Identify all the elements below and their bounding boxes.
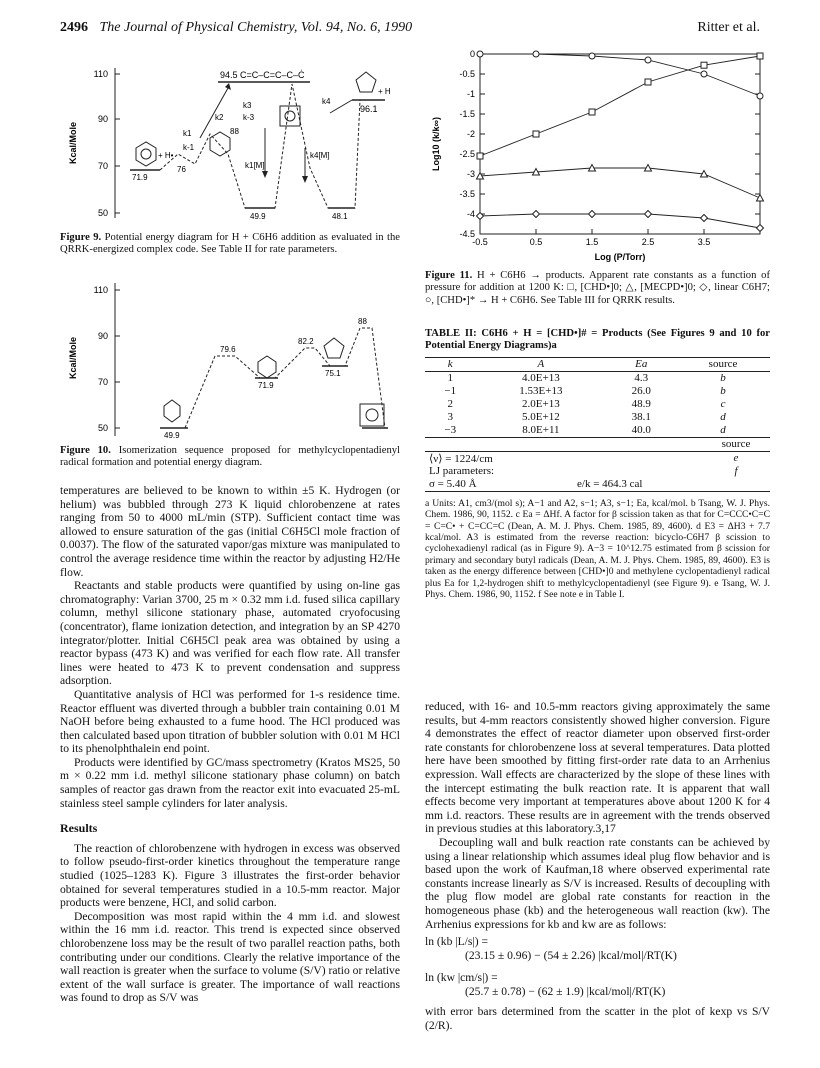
- table-row: [425, 398, 770, 411]
- fig11-point-square: [589, 109, 595, 115]
- fig10-y-ticks: [115, 290, 120, 428]
- table-2: [425, 328, 770, 600]
- fig11-series-line-triangle: [480, 168, 760, 198]
- cell-source: c: [720, 398, 726, 411]
- extra-mid: e/k = 464.3 cal: [577, 478, 643, 491]
- fig11-ytick-label: -3.5: [459, 189, 475, 199]
- fig11-point-circle: [589, 53, 595, 59]
- fig10-e-751: 75.1: [325, 369, 341, 378]
- fig9-ytick-110: 110: [93, 69, 108, 79]
- figure-10: [60, 278, 400, 440]
- table-row: [425, 451, 770, 465]
- extra-mid: [573, 465, 702, 478]
- table-row: [425, 385, 770, 398]
- running-authors: Ritter et al.: [697, 20, 760, 35]
- fig10-methylene-icon: [324, 338, 344, 358]
- fig10-ytick-50: 50: [97, 423, 108, 433]
- fig10-ylabel: Kcal/Mole: [68, 336, 78, 380]
- journal-title: The Journal of Physical Chemistry, Vol. 94, No. 6, 1990: [99, 20, 413, 35]
- table-2-title: TABLE II: C6H6 + H = [CHD•]# = Products (See Figures 9 and 10 for Potential Energy Diagrams)a: [425, 328, 770, 352]
- fig11-ytick-label: -4.5: [459, 229, 475, 239]
- results-heading: Results: [60, 821, 98, 836]
- extra-left: σ = 5.40 Å: [429, 478, 477, 491]
- fig11-xtick-label: 1.5: [585, 237, 599, 247]
- fig11-ytick-label: -3: [466, 169, 475, 179]
- table-row: [425, 371, 770, 385]
- fig9-k2: k2: [215, 113, 224, 122]
- fig10-caption-label: Figure 10.: [60, 445, 111, 456]
- figure-10-diagram: [60, 278, 400, 440]
- fig10-e-499: 49.9: [164, 431, 180, 440]
- fig10-ytick-110: 110: [93, 285, 108, 295]
- fig11-point-square: [701, 62, 707, 68]
- fig10-e-796: 79.6: [220, 345, 236, 354]
- fig9-y-ticks: [115, 74, 120, 213]
- cell-a: 5.0E+12: [522, 411, 560, 424]
- cell-ea: 40.0: [631, 424, 651, 437]
- figure-9-diagram: [60, 58, 400, 228]
- left-paragraph-2: Reactants and stable products were quantified by using on-line gas chromatography: Varian 3700, 25 m × 0.32 mm i.d. fused silica capillary column, methyl silicone stationary phase, automated cryofocusing (concentrator), flame ionization detection, and integration by an SP 4270 integrator/plotter. Initial C6H5Cl peak area was obtained by using a reactor bypass (473 K) and was verified for each flow rate. All transfer lines were heated to 473 K to prevent condensation and suppress adsorption.: [60, 579, 400, 688]
- fig9-km1: k-1: [183, 143, 195, 152]
- fig10-ytick-90: 90: [97, 331, 108, 341]
- fig9-ytick-70: 70: [97, 161, 108, 171]
- fig11-point-diamond: [645, 211, 652, 218]
- cell-source: b: [720, 372, 726, 385]
- cell-ea: 38.1: [631, 411, 651, 424]
- fig10-e-822: 82.2: [298, 337, 314, 346]
- cell-k: 1: [447, 372, 453, 385]
- fig11-ytick-label: -1: [466, 89, 475, 99]
- cell-ea: 4.3: [634, 372, 649, 385]
- figure-11: [425, 48, 770, 266]
- fig10-cyclohexadienyl-icon: [164, 400, 180, 422]
- fig9-arrow-k2: [200, 88, 228, 138]
- cell-source: b: [720, 385, 726, 398]
- fig11-plot-frame: [480, 54, 760, 234]
- fig11-ytick-label: -0.5: [459, 69, 475, 79]
- figure-11-chart: [425, 48, 770, 266]
- fig10-ytick-70: 70: [97, 377, 108, 387]
- fig11-point-diamond: [757, 225, 764, 232]
- equation-kb: [425, 935, 770, 963]
- fig11-xtick-label: 2.5: [641, 237, 655, 247]
- fig11-ylabel: Log10 (k/k∞): [431, 117, 441, 171]
- table-row: [425, 411, 770, 424]
- extra-left: ⟨ν⟩ = 1224/cm: [429, 452, 493, 465]
- fig10-e-719: 71.9: [258, 381, 274, 390]
- table-2-source-row: [425, 438, 770, 452]
- fig11-xlabel: Log (P/Torr): [594, 252, 646, 262]
- left-paragraph-6: Decomposition was most rapid within the 4 mm i.d. and slowest within the 16 mm i.d. reactor. This trend is expected since observed chlorobenzene loss may be the result of two parallel reaction paths, both contributing under our conditions. Clearly the relative importance of the wall reaction is greater when the surface to volume (S/V) ratio or relative extent of the wall surface is greater. The importance of wall reactions was found to drop as S/V was: [60, 909, 400, 1005]
- right-column: [425, 700, 770, 1032]
- fig10-e-88: 88: [358, 317, 367, 326]
- right-paragraph-1: reduced, with 16- and 10.5-mm reactors giving approximately the same results, but 4-mm reactors consistently showed higher conversion. Figure 4 demonstrates the effect of reactor diameter upon observed first-order rate constants for chlorobenzene loss at several temperatures. Data plotted here have been smoothed by fitting first-order rate data to an Arrhenius expression. Wall effects are characterized by the slope of these lines with the intercept estimating the bulk reaction rate. It is apparent that wall effects become very important at temperatures above about 1200 K for 4 mm i.d. reactors. These results are in agreement with the trends observed in previous studies at this laboratory.3,17: [425, 700, 770, 836]
- cell-k: 2: [447, 398, 453, 411]
- table-2-source-header: source: [721, 438, 751, 451]
- page-header: [60, 20, 760, 40]
- fig9-k1: k1: [183, 129, 192, 138]
- col-header-a: A: [537, 358, 545, 371]
- fig11-point-diamond: [701, 215, 708, 222]
- fig9-h-plus: + H•: [158, 151, 174, 160]
- fig10-methylcyclopentadienyl-icon: [360, 404, 384, 426]
- figure-11-caption: [425, 270, 770, 307]
- col-header-ea: Ea: [635, 358, 648, 371]
- fig9-arrow-k4: [330, 100, 352, 113]
- fig9-e-719: 71.9: [132, 173, 148, 182]
- fig11-point-triangle: [757, 195, 764, 202]
- cell-k: −1: [444, 385, 457, 398]
- table-2-header-row: [425, 357, 770, 371]
- fig11-point-circle: [645, 57, 651, 63]
- fig9-k1m: k1[M]: [245, 161, 265, 170]
- cell-a: 2.0E+13: [522, 398, 560, 411]
- fig9-e-88: 88: [230, 127, 239, 136]
- extra-mid: [573, 451, 702, 465]
- cyclopentadiene-icon: [356, 72, 376, 92]
- col-header-k: k: [447, 358, 453, 371]
- equation-kb-right: (23.15 ± 0.96) − (54 ± 2.26) |kcal/mol|/RT(K): [465, 949, 677, 963]
- fig9-k4: k4: [322, 97, 331, 106]
- table-2-extra: [425, 438, 770, 492]
- fig9-caption-text: Potential energy diagram for H + C6H6 addition as evaluated in the QRRK-energized complex code. See Table II for rate parameters.: [60, 232, 400, 256]
- cell-k: −3: [444, 424, 457, 437]
- equation-kb-left: ln (kb |L/s|) =: [425, 935, 489, 949]
- fig11-point-circle: [533, 51, 539, 57]
- page-number: 2496: [60, 20, 88, 35]
- fig11-ytick-label: -2.5: [459, 149, 475, 159]
- fig11-point-diamond: [589, 211, 596, 218]
- col-header-source: source: [708, 358, 738, 371]
- cell-a: 1.53E+13: [519, 385, 563, 398]
- cell-a: 8.0E+11: [522, 424, 560, 437]
- table-2-grid: [425, 357, 770, 438]
- left-column: [60, 484, 400, 1005]
- fig9-plus-h: + H: [378, 87, 391, 96]
- fig9-k3: k3: [243, 101, 252, 110]
- benzene-icon: [136, 142, 156, 166]
- fig9-ytick-50: 50: [97, 208, 108, 218]
- fig9-ytick-90: 90: [97, 114, 108, 124]
- table-row: [425, 478, 770, 492]
- table-row: [425, 424, 770, 438]
- left-paragraph-4: Products were identified by GC/mass spectrometry (Kratos MS25, 50 m × 0.22 mm i.d. methyl silicone stationary phase column) on batch samples of reactor gas drawn from the reactor exit into evacuated 25-mL stainless steel sample cylinders for later analysis.: [60, 755, 400, 810]
- fig11-series-line-circle: [480, 54, 760, 96]
- figure-10-caption: [60, 445, 400, 470]
- right-paragraph-2: Decoupling wall and bulk reaction rate constants can be achieved by using a linear relationship which assumes ideal plug flow behavior and is based upon the work of Kaufman,18 where observed experimental rate constants increase linearly as S/V is increased. Results of decoupling with the plug flow model are global rate constants for reaction in the homogeneous phase (kb) and the heterogeneous wall reaction (kw). The Arrhenius expressions for kb and kw are as follows:: [425, 835, 770, 931]
- equation-kw-left: ln (kw |cm/s|) =: [425, 971, 498, 985]
- cell-ea: 48.9: [631, 398, 651, 411]
- fig11-point-circle: [477, 51, 483, 57]
- extra-source: [702, 478, 770, 492]
- right-paragraph-3: with error bars determined from the scatter in the plot of kexp vs S/V (2/R).: [425, 1005, 770, 1032]
- cell-a: 4.0E+13: [522, 372, 560, 385]
- table-2-footnote: a Units: A1, cm3/(mol s); A−1 and A2, s−1; A3, s−1; Ea, kcal/mol. b Tsang, W. J. Phys. Chem. 1986, 90, 1152. c Ea = ΔHf. A factor for β scission taken as that for C=CCC•C=C = C=C• + C=CC=C (Dean, A. M. J. Phys. Chem. 1985, 89, 4600). d E3 = ΔH3 + 7.7 kcal/mol. A3 is estimated from the reverse reaction: bicyclo-C6H7 β scission to cyclohexadienyl radical (as in Figure 9). A−3 = 10^12.75 estimated from β scission for primary and secondary butyl radicals (Dean, A. M. J. Phys. Chem. 1985, 89, 4600). E3 is taken as the energy difference between [CHD•]0 and methylene cyclopentadienyl radical plus Ea for 1,2-hydrogen shift to methylcyclopentadienyl (see Figure 9). e Tsang, W. J. Phys. Chem. 1986, 90, 1152. f See note e in Table I.: [425, 497, 770, 601]
- fig10-caption-text: Isomerization sequence proposed for methylcyclopentadienyl radical formation and potential energy diagram.: [60, 445, 400, 469]
- fig11-point-square: [645, 79, 651, 85]
- left-paragraph-5: The reaction of chlorobenzene with hydrogen in excess was observed to follow pseudo-first-order kinetics throughout the temperature range studied (1025–1283 K). Figure 3 illustrates the first-order behavior obtained for several temperatures studied in a 10.5-mm reactor. Major products were benzene, HCl, and solid carbon.: [60, 841, 400, 910]
- fig9-energy-path: [130, 84, 380, 208]
- table-row: [425, 465, 770, 478]
- cell-k: 3: [447, 411, 453, 424]
- cell-source: d: [720, 411, 726, 424]
- extra-left: LJ parameters:: [429, 465, 495, 478]
- fig9-km3: k-3: [243, 113, 255, 122]
- extra-source: f: [734, 465, 738, 478]
- fig11-caption-text: H + C6H6 → products. Apparent rate constants as a function of pressure for addition at 1200 K: □, [CHD•]0; △, [MECPD•]0; ◇, linear C6H7; ○, [CHD•]* → H + C6H6. See Table III for QRRK results.: [425, 270, 770, 306]
- fig9-e-96: 96.1: [360, 104, 378, 114]
- figure-9-caption: [60, 232, 400, 257]
- extra-source: e: [733, 452, 739, 465]
- cell-source: d: [720, 424, 726, 437]
- fig11-point-square: [477, 153, 483, 159]
- figure-9: [60, 58, 400, 228]
- fig11-ytick-label: 0: [469, 49, 475, 59]
- fig11-ytick-label: -4: [466, 209, 475, 219]
- left-paragraph-1: temperatures are believed to be known to within ±5 K. Hydrogen (or helium) was bubbled through 273 K liquid chlorobenzene at rates ranging from 50 to 4000 mL/min (STP). Sufficient contact time was allowed to ensure saturation of the gas (initial C6H5Cl mole fraction of 0.0037). The flow of the saturated vapor/gas mixture was manipulated to control the average residence time within the reactor by adjusting H2/He flow.: [60, 484, 400, 579]
- fig11-point-diamond: [533, 211, 540, 218]
- equation-kw: [425, 971, 770, 999]
- fig11-series-line-diamond: [480, 214, 760, 228]
- fig11-caption-label: Figure 11.: [425, 270, 473, 281]
- fig11-point-circle: [701, 71, 707, 77]
- fig11-point-circle: [757, 93, 763, 99]
- fig9-radical-chain: 94.5 C=C–C=C–C–Ċ: [220, 70, 305, 80]
- fig10-bicyclo-icon: [258, 356, 276, 378]
- fig11-ytick-label: -2: [466, 129, 475, 139]
- fig11-xtick-label: 3.5: [697, 237, 711, 247]
- equation-kw-right: (25.7 ± 0.78) − (62 ± 1.9) |kcal/mol|/RT(K): [465, 985, 666, 999]
- fig9-caption-label: Figure 9.: [60, 232, 102, 243]
- fig11-xtick-label: -0.5: [472, 237, 488, 247]
- fig11-point-square: [533, 131, 539, 137]
- fig11-point-square: [757, 53, 763, 59]
- fig9-e-499: 49.9: [250, 212, 266, 221]
- fig11-series-line-square: [480, 56, 760, 156]
- left-paragraph-3: Quantitative analysis of HCl was performed for 1-s residence time. Reactor effluent was diverted through a bubbler train containing 0.01 M NaOH before being exhausted to a fume hood. The HCl produced was then calculated based upon titration of bubbler solution with 0.01 M HCl to its phenolphthalein end point.: [60, 687, 400, 756]
- fig11-ytick-label: -1.5: [459, 109, 475, 119]
- fig11-xtick-label: 0.5: [529, 237, 543, 247]
- fig9-ylabel: Kcal/Mole: [68, 121, 78, 165]
- fig9-e-76: 76: [177, 165, 186, 174]
- fig9-k4m: k4[M]: [310, 151, 330, 160]
- fig9-e-481: 48.1: [332, 212, 348, 221]
- cell-ea: 26.0: [631, 385, 651, 398]
